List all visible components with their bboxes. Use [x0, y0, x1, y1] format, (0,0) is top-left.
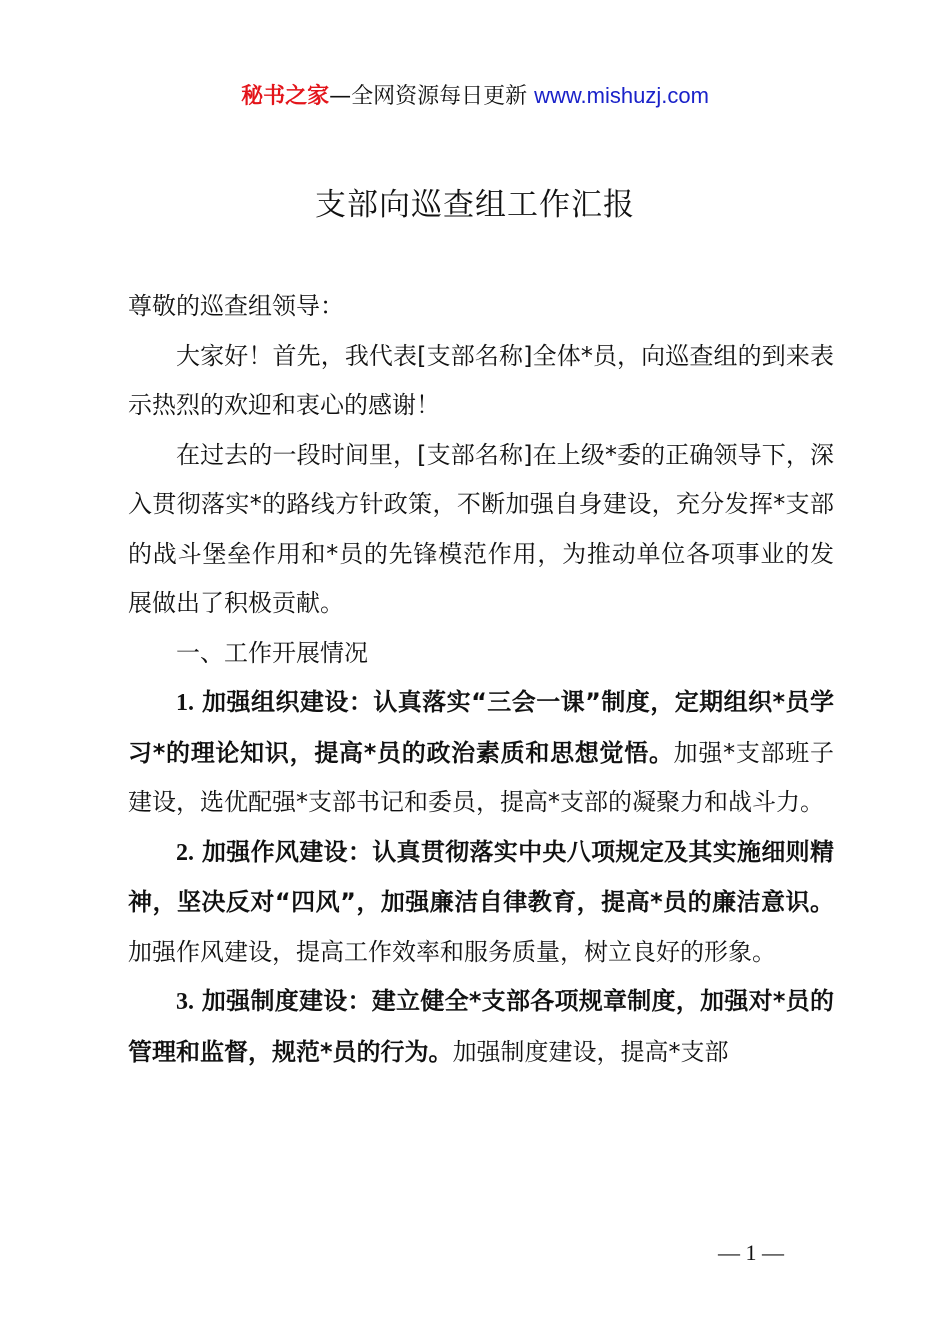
section-heading: 一、工作开展情况 — [176, 638, 368, 667]
item-lead: 加强制度建设：建立健全*支部各项规章制度，加强对*员的管理和监督，规范*员的行为。 — [128, 987, 834, 1066]
item-number: 2. — [176, 839, 194, 866]
paragraph: 在过去的一段时间里，[支部名称]在上级*委的正确领导下，深入贯彻落实*的路线方针政策，不断加强自身建设，充分发挥*支部的战斗堡垒作用和*员的先锋模范作用，为推动单位各项事业的发展做出了积极贡献。 — [128, 440, 834, 617]
list-item — [128, 828, 834, 978]
list-item — [128, 977, 834, 1077]
site-url-link[interactable]: www.mishuzj.com — [534, 83, 709, 108]
item-number: 1. — [176, 690, 194, 716]
brand-name: 秘书之家 — [241, 84, 330, 109]
salutation: 尊敬的巡查组领导： — [128, 292, 344, 320]
item-lead: 加强作风建设：认真贯彻落实中央八项规定及其实施细则精神，坚决反对“四风”，加强廉洁自律教育，提高*员的廉洁意识。 — [128, 837, 834, 916]
page-number: — 1 — — [718, 1240, 784, 1265]
paragraph: 大家好！首先，我代表[支部名称]全体*员，向巡查组的到来表示热烈的欢迎和衷心的感谢！ — [128, 341, 834, 419]
document-title: 支部向巡查组工作汇报 — [315, 187, 635, 223]
site-header — [0, 80, 950, 113]
document-body — [128, 282, 834, 1077]
item-text: 加强制度建设，提高*支部 — [452, 1037, 729, 1066]
item-lead: 加强组织建设：认真落实“三会一课”制度，定期组织*员学习*的理论知识，提高*员的政治素质和思想觉悟。 — [128, 688, 834, 767]
list-item — [128, 678, 834, 828]
header-tagline: —全网资源每日更新 — [329, 84, 528, 109]
item-text: 加强作风建设，提高工作效率和服务质量，树立良好的形象。 — [128, 937, 776, 966]
item-number: 3. — [176, 989, 194, 1015]
item-text: 加强*支部班子建设，选优配强*支部书记和委员，提高*支部的凝聚力和战斗力。 — [128, 738, 834, 816]
